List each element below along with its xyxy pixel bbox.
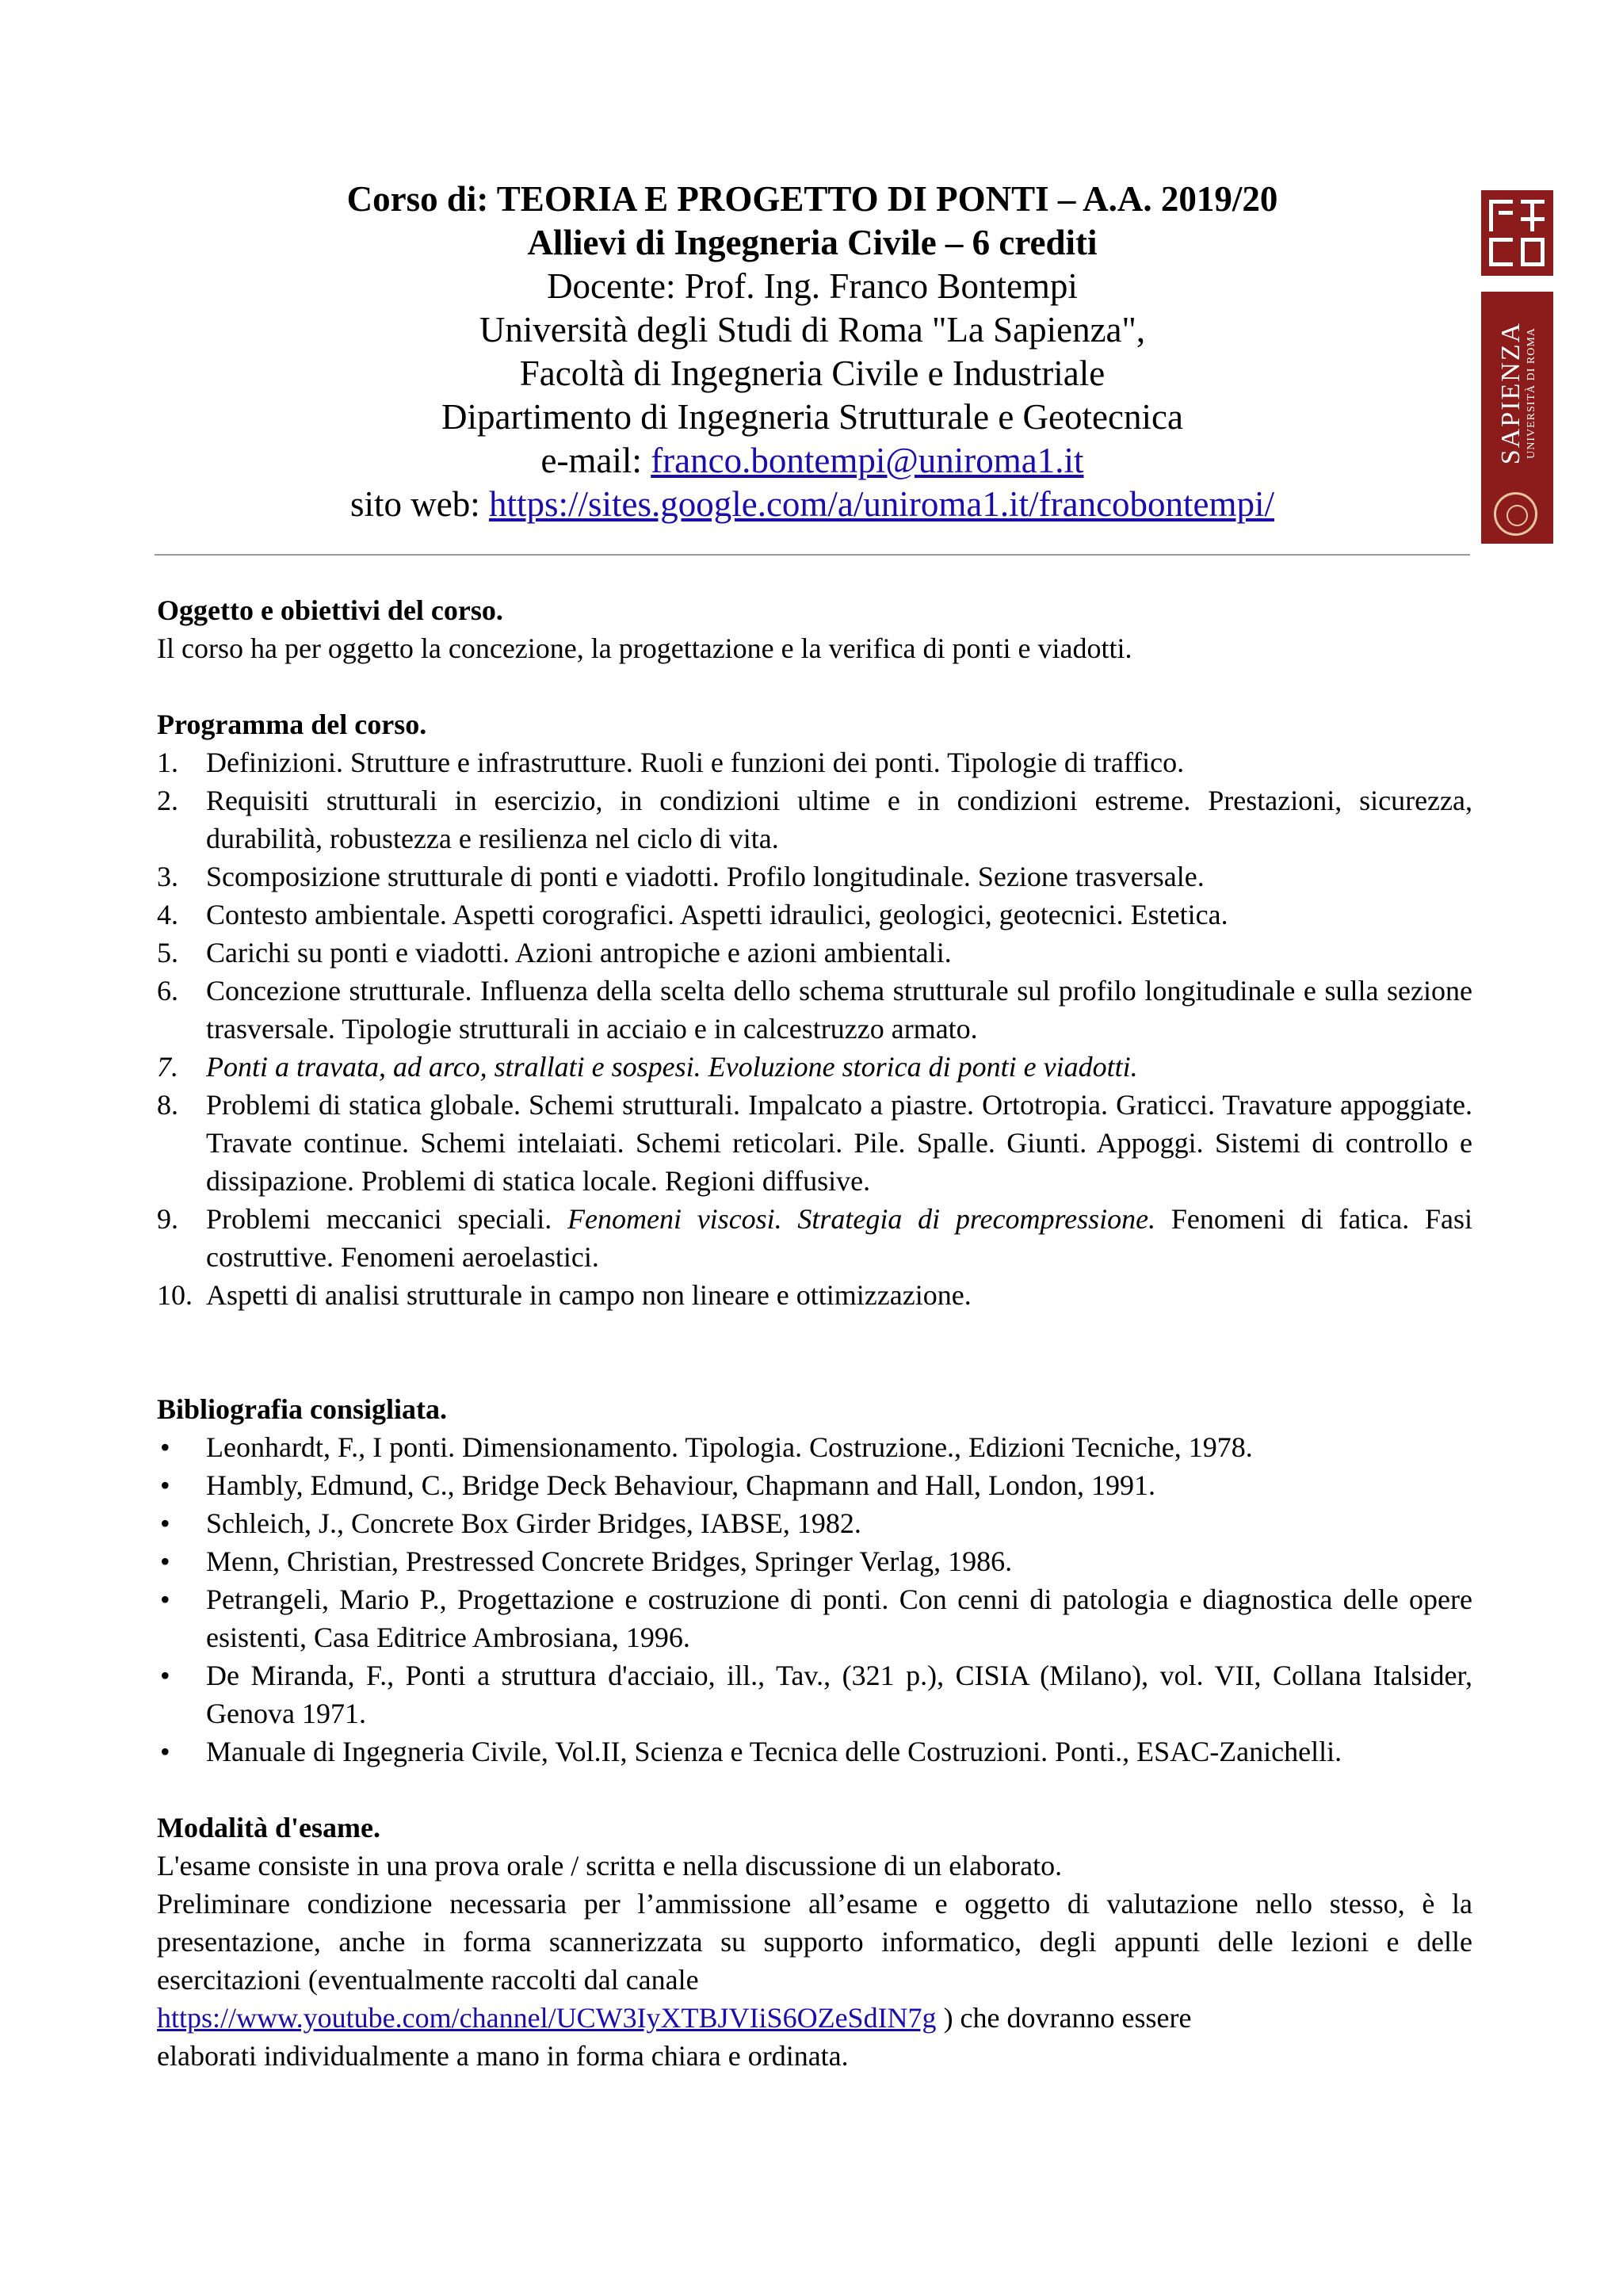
bullet: • <box>160 1736 170 1767</box>
item-text: Concezione strutturale. Influenza della scelta dello schema strutturale sul profilo longitudinale e sulla sezione trasversale. Tipologie strutturali in acciaio e in calcestruzzo armato. <box>206 975 1472 1045</box>
item-number: 6. <box>157 975 178 1007</box>
list-item <box>157 1504 1472 1542</box>
list-item <box>157 1048 1472 1086</box>
section-esame <box>157 1809 1472 2075</box>
bullet: • <box>160 1431 170 1463</box>
item-text: Problemi meccanici speciali. <box>206 1203 568 1235</box>
minerva-emblem-icon <box>1494 492 1537 536</box>
bullet: • <box>160 1584 170 1615</box>
esame-link-line <box>157 1999 1472 2037</box>
website-label: sito web: <box>349 484 489 524</box>
item-text: Requisiti strutturali in esercizio, in condizioni ultime e in condizioni estreme. Prestazioni, sicurezza, durabilità, robustezza e resilienza nel ciclo di vita. <box>206 785 1472 854</box>
bullet: • <box>160 1660 170 1691</box>
website-link[interactable]: https://sites.google.com/a/uniroma1.it/francobontempi/ <box>488 484 1275 524</box>
list-item <box>157 896 1472 934</box>
esame-paragraph: Preliminare condizione necessaria per l’ammissione all’esame e oggetto di valutazione nello stesso, è la presentazione, anche in forma scannerizzata su supporto informatico, degli appunti delle lezioni e delle esercitazioni (eventualmente raccolti dal canale <box>157 1888 1472 1996</box>
item-number: 7. <box>157 1051 178 1083</box>
bullet: • <box>160 1545 170 1577</box>
esame-line1: L'esame consiste in una prova orale / scritta e nella discussione di un elaborato. <box>157 1850 1063 1881</box>
website-line <box>155 483 1470 526</box>
item-number: 9. <box>157 1203 178 1235</box>
list-item <box>157 972 1472 1048</box>
item-text: Ponti a travata, ad arco, strallati e sospesi. Evoluzione storica di ponti e viadotti. <box>206 1051 1138 1083</box>
list-item <box>157 743 1472 781</box>
bibliografia-list <box>157 1428 1472 1771</box>
item-number: 2. <box>157 785 178 816</box>
programma-list <box>157 743 1472 1314</box>
oggetto-text: Il corso ha per oggetto la concezione, la progettazione e la verifica di ponti e viadotti. <box>157 632 1132 664</box>
email-label: e-mail: <box>540 441 651 480</box>
course-audience: Allievi di Ingegneria Civile – 6 crediti <box>527 223 1098 262</box>
course-teacher: Docente: Prof. Ing. Franco Bontempi <box>547 266 1078 306</box>
list-item <box>157 1276 1472 1314</box>
main-content <box>157 591 1472 2113</box>
item-text-italic: Fenomeni viscosi. Strategia di precompressione. <box>567 1203 1156 1235</box>
item-text: Problemi di statica globale. Schemi strutturali. Impalcato a piastre. Ortotropia. Graticci. Travature appoggiate. Travate continue. Schemi intelaiati. Schemi reticolari. Pile. Spalle. Giunti. Appoggi. Sistemi di controllo e dissipazione. Problemi di statica locale. Regioni diffusive. <box>206 1089 1472 1197</box>
list-item <box>157 1542 1472 1580</box>
list-item <box>157 1466 1472 1504</box>
sapienza-logo <box>1481 190 1553 544</box>
item-number: 1. <box>157 747 178 778</box>
item-number: 8. <box>157 1089 178 1121</box>
section-oggetto <box>157 591 1472 667</box>
esame-after-link: ) che dovranno essere <box>936 2002 1192 2034</box>
item-text: Manuale di Ingegneria Civile, Vol.II, Scienza e Tecnica delle Costruzioni. Ponti., ESAC-Zanichelli. <box>206 1736 1342 1767</box>
list-item <box>157 1656 1472 1733</box>
list-item <box>157 1580 1472 1656</box>
list-item <box>157 934 1472 972</box>
item-number: 5. <box>157 937 178 968</box>
item-text: Scomposizione strutturale di ponti e viadotti. Profilo longitudinale. Sezione trasversale. <box>206 861 1205 892</box>
list-item <box>157 858 1472 896</box>
item-text: De Miranda, F., Ponti a struttura d'acciaio, ill., Tav., (321 p.), CISIA (Milano), vol. VII, Collana Italsider, Genova 1971. <box>206 1660 1472 1729</box>
list-item <box>157 1200 1472 1276</box>
faculty-name: Facoltà di Ingegneria Civile e Industriale <box>519 353 1106 393</box>
section-programma <box>157 705 1472 1314</box>
item-text: Hambly, Edmund, C., Bridge Deck Behaviour, Chapmann and Hall, London, 1991. <box>206 1469 1156 1501</box>
esame-last-line: elaborati individualmente a mano in forma chiara e ordinata. <box>157 2040 849 2072</box>
item-text: Schleich, J., Concrete Box Girder Bridges, IABSE, 1982. <box>206 1507 861 1539</box>
item-text: Fenomeni di fatica. Fasi costruttive. Fenomeni aeroelastici. <box>206 1203 1472 1273</box>
list-item <box>157 781 1472 858</box>
item-text: Carichi su ponti e viadotti. Azioni antropiche e azioni ambientali. <box>206 937 952 968</box>
bullet: • <box>160 1507 170 1539</box>
header-divider <box>155 554 1470 556</box>
email-link[interactable]: franco.bontempi@uniroma1.it <box>651 441 1084 480</box>
sapienza-wordmark <box>1497 322 1538 464</box>
bullet: • <box>160 1469 170 1501</box>
section-title-programma: Programma del corso. <box>157 709 427 740</box>
item-number: 10. <box>157 1279 193 1311</box>
sapienza-name: SAPIENZA <box>1495 321 1526 465</box>
item-number: 3. <box>157 861 178 892</box>
youtube-channel-link[interactable]: https://www.youtube.com/channel/UCW3IyXTBJVIiS6OZeSdIN7g <box>157 2002 937 2034</box>
item-text: Definizioni. Strutture e infrastrutture. Ruoli e funzioni dei ponti. Tipologie di traffico. <box>206 747 1185 778</box>
email-line <box>155 439 1470 483</box>
department-name: Dipartimento di Ingegneria Strutturale e Geotecnica <box>441 397 1183 437</box>
course-header <box>155 178 1470 526</box>
item-text: Petrangeli, Mario P., Progettazione e costruzione di ponti. Con cenni di patologia e diagnostica delle opere esistenti, Casa Editrice Ambrosiana, 1996. <box>206 1584 1472 1653</box>
item-number: 4. <box>157 899 178 930</box>
item-text: Leonhardt, F., I ponti. Dimensionamento. Tipologia. Costruzione., Edizioni Tecniche, 1978. <box>206 1431 1253 1463</box>
university-name: Università degli Studi di Roma "La Sapienza", <box>479 310 1146 350</box>
section-title-esame: Modalità d'esame. <box>157 1812 380 1843</box>
sapienza-subtitle: UNIVERSITÀ DI ROMA <box>1525 327 1537 459</box>
list-item <box>157 1086 1472 1200</box>
item-text: Menn, Christian, Prestressed Concrete Bridges, Springer Verlag, 1986. <box>206 1545 1013 1577</box>
section-bibliografia <box>157 1390 1472 1771</box>
seal-stamp-icon <box>1481 190 1553 276</box>
sapienza-band <box>1481 292 1553 544</box>
section-title-bibliografia: Bibliografia consigliata. <box>157 1393 448 1425</box>
item-text: Aspetti di analisi strutturale in campo non lineare e ottimizzazione. <box>206 1279 972 1311</box>
list-item <box>157 1428 1472 1466</box>
section-title-oggetto: Oggetto e obiettivi del corso. <box>157 594 503 626</box>
course-title: Corso di: TEORIA E PROGETTO DI PONTI – A.A. 2019/20 <box>346 179 1278 219</box>
item-text: Contesto ambientale. Aspetti corografici. Aspetti idraulici, geologici, geotecnici. Estetica. <box>206 899 1228 930</box>
list-item <box>157 1733 1472 1771</box>
